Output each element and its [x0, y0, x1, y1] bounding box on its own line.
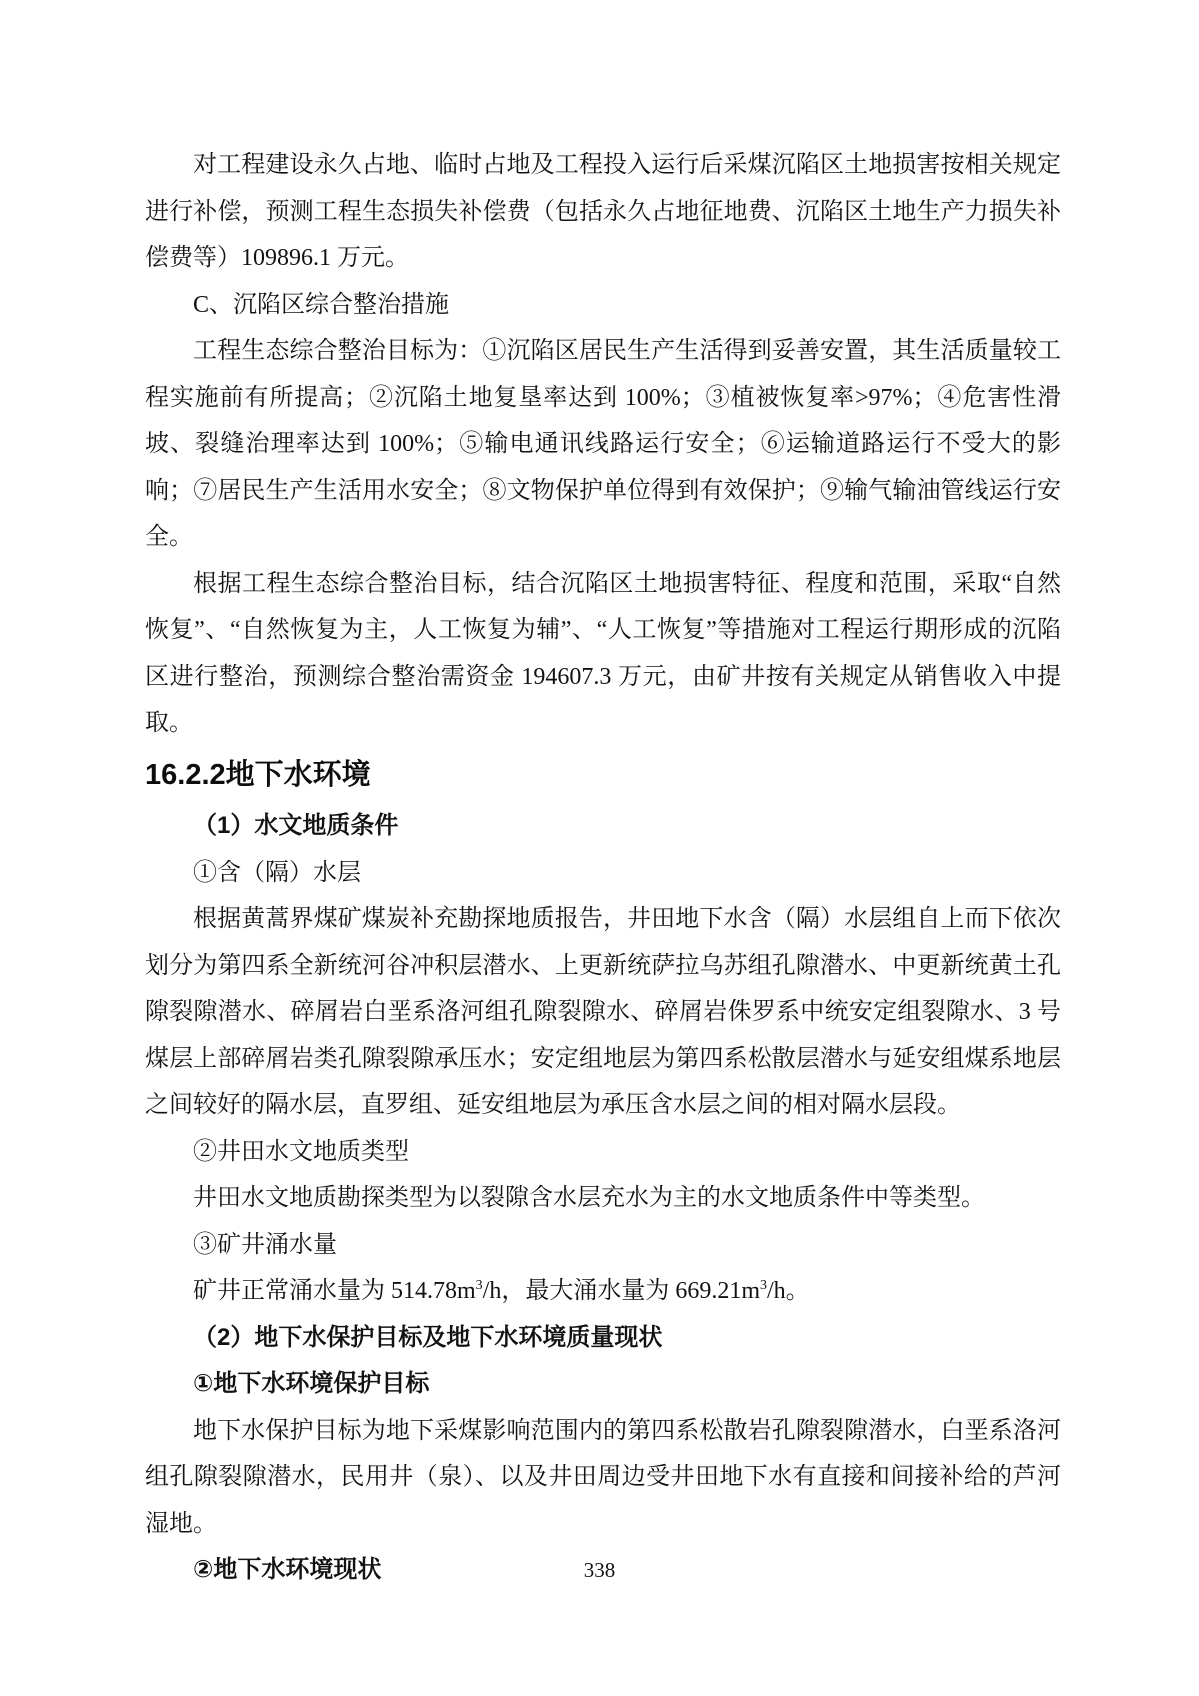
- paragraph-hydrogeological-type: 井田水文地质勘探类型为以裂隙含水层充水为主的水文地质条件中等类型。: [193, 1185, 985, 1211]
- paragraph-mine-water-inflow: [145, 1268, 1061, 1315]
- inflow-text-normal: 矿井正常涌水量为 514.78m: [193, 1278, 476, 1304]
- page-content: [145, 0, 1061, 1594]
- heading-2-1-protection-targets: ①地下水环境保护目标: [193, 1370, 430, 1397]
- line-3-mine-water-inflow: ③矿井涌水量: [193, 1231, 337, 1258]
- line-1-aquifer: ①含（隔）水层: [193, 859, 361, 886]
- heading-16-2-2-groundwater: 16.2.2地下水环境: [145, 758, 371, 791]
- paragraph-compensation: 对工程建设永久占地、临时占地及工程投入运行后采煤沉陷区土地损害按相关规定进行补偿，预测工程生态损失补偿费（包括永久占地征地费、沉陷区土地生产力损失补偿费等）109896.1 万元。: [145, 152, 1061, 271]
- superscript-cubed: 3: [475, 1278, 483, 1293]
- heading-1-hydrogeological-conditions: （1）水文地质条件: [193, 812, 399, 839]
- page-number: 338: [583, 1558, 616, 1582]
- heading-2-2-groundwater-status: ②地下水环境现状: [193, 1556, 382, 1583]
- inflow-text-max: /h，最大涌水量为 669.21m: [482, 1278, 761, 1304]
- line-c-subsidence-measures: C、沉陷区综合整治措施: [193, 291, 450, 318]
- superscript-cubed: 3: [760, 1278, 768, 1293]
- paragraph-protection-targets: 地下水保护目标为地下采煤影响范围内的第四系松散岩孔隙裂隙潜水，白垩系洛河组孔隙裂隙潜水，民用井（泉）、以及井田周边受井田地下水有直接和间接补给的芦河湿地。: [145, 1417, 1061, 1537]
- paragraph-treatment-goals: 工程生态综合整治目标为：①沉陷区居民生产生活得到妥善安置，其生活质量较工程实施前有所提高；②沉陷土地复垦率达到 100%；③植被恢复率>97%；④危害性滑坡、裂缝治理率达到 100%；⑤输电通讯线路运行安全；⑥运输道路运行不受大的影响；⑦居民生产生活用水安全；⑧文物保护单位得到有效保护；⑨输气输油管线运行安全。: [145, 338, 1061, 550]
- paragraph-aquifer-description: 根据黄蒿界煤矿煤炭补充勘探地质报告，井田地下水含（隔）水层组自上而下依次划分为第四系全新统河谷冲积层潜水、上更新统萨拉乌苏组孔隙潜水、中更新统黄土孔隙裂隙潜水、碎屑岩白垩系洛河组孔隙裂隙水、碎屑岩侏罗系中统安定组裂隙水、3 号煤层上部碎屑岩类孔隙裂隙承压水；安定组地层为第四系松散层潜水与延安组煤系地层之间较好的隔水层，直罗组、延安组地层为承压含水层之间的相对隔水层段。: [145, 906, 1061, 1118]
- paragraph-treatment-funds: 根据工程生态综合整治目标，结合沉陷区土地损害特征、程度和范围，采取“自然恢复”、“自然恢复为主，人工恢复为辅”、“人工恢复”等措施对工程运行期形成的沉陷区进行整治，预测综合整治需资金 194607.3 万元，由矿井按有关规定从销售收入中提取。: [145, 570, 1061, 736]
- heading-2-groundwater-protection: （2）地下水保护目标及地下水环境质量现状: [193, 1323, 663, 1351]
- line-2-hydrogeological-type: ②井田水文地质类型: [193, 1138, 409, 1165]
- inflow-text-end: /h。: [767, 1278, 810, 1304]
